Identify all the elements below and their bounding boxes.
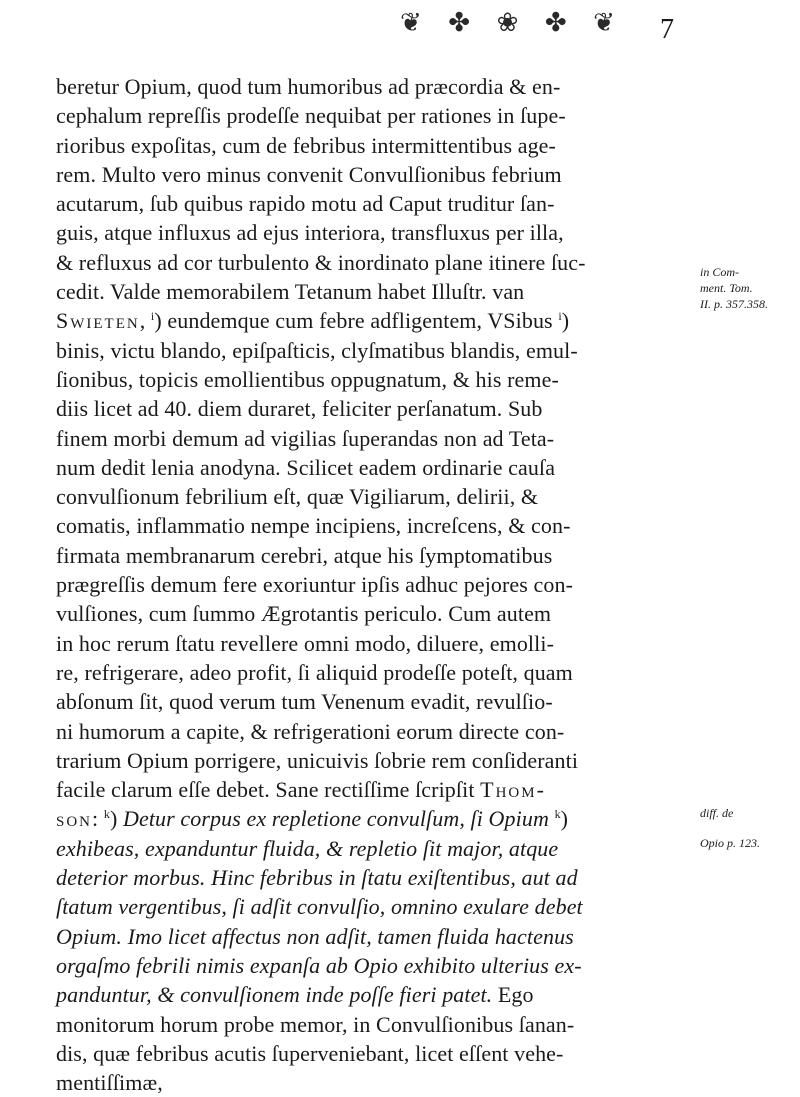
margin-note: Opio p. 123. (700, 836, 760, 850)
text-run: cephalum repreſſis prodeſſe nequibat per rationes in ſupe- (56, 103, 566, 129)
text-line (56, 687, 696, 716)
text-run: beretur Opium, quod tum humoribus ad præcordia & en- (56, 74, 561, 99)
text-line (56, 775, 696, 804)
text-line (56, 599, 696, 628)
text-run: finem morbi demum ad vigilias ſuperandas non ad Teta- (56, 425, 555, 451)
text-line (56, 541, 696, 570)
text-line (56, 1068, 696, 1097)
text-run: mentiſſimæ, (56, 1070, 163, 1096)
text-line (56, 980, 696, 1009)
text-line (56, 1010, 696, 1039)
text-line (56, 101, 696, 130)
text-line (56, 248, 696, 277)
text-run: Swieten (56, 308, 140, 334)
text-line (56, 482, 696, 511)
text-run: in hoc rerum ſtatu revellere omni modo, diluere, emolli- (56, 630, 554, 656)
text-run: monitorum horum probe memor, in Convulſionibus ſanan- (56, 1011, 575, 1037)
footnote-marker: k (103, 807, 110, 822)
text-run: , (139, 308, 151, 334)
text-line (56, 629, 696, 658)
text-run: comatis, inflammatio nempe incipiens, increſcens, & con- (56, 513, 571, 539)
text-line (56, 306, 696, 335)
text-run: binis, victu blando, epiſpaſticis, clyſmatibus blandis, emul- (56, 337, 578, 363)
text-run: firmata membranarum cerebri, atque his ſymptomatibus (56, 542, 553, 568)
text-run: re, refrigerare, adeo profit, ſi aliquid prodeſſe poteſt, quam (56, 659, 573, 685)
text-line (56, 453, 696, 482)
text-line (56, 804, 696, 833)
text-run: Opium. Imo licet affectus non adſit, tamen fluida hactenus (56, 923, 574, 949)
text-run: trarium Opium porrigere, unicuivis ſobrie rem conſideranti (56, 747, 579, 773)
text-run: : (92, 806, 104, 832)
text-line (56, 570, 696, 599)
main-text (56, 72, 696, 1097)
text-run: Thom- (480, 777, 546, 803)
header-ornament: ❦ ✤ ❀ ✤ ❦ (400, 8, 625, 37)
margin-note: diff. de (700, 806, 734, 820)
text-line (56, 834, 696, 863)
text-run: ) (109, 806, 123, 832)
text-run: cedit. Valde memorabilem Tetanum habet Illuſtr. van (56, 279, 525, 305)
text-run: diis licet ad 40. diem duraret, feliciter perſanatum. Sub (56, 396, 543, 422)
margin-note: in Com- (700, 265, 739, 279)
text-line (56, 365, 696, 394)
text-run: guis, atque influxus ad ejus interiora, transfluxus per illa, (56, 220, 564, 246)
text-line (56, 336, 696, 365)
text-line (56, 394, 696, 423)
margin-note: ment. Tom. (700, 281, 753, 295)
text-run: ) (560, 806, 569, 832)
text-run: ni humorum a capite, & refrigerationi eorum directe con- (56, 718, 565, 744)
text-run: rioribus expoſitas, cum de febribus intermittentibus age- (56, 132, 556, 158)
margin-note: II. p. 357.358. (700, 297, 768, 311)
text-line (56, 511, 696, 540)
text-run: acutarum, ſub quibus rapido motu ad Caput truditur ſan- (56, 191, 555, 217)
text-line (56, 131, 696, 160)
text-run: ) eundemque cum febre adfligentem, VSibus (154, 308, 559, 334)
text-line (56, 424, 696, 453)
text-line (56, 160, 696, 189)
text-line (56, 189, 696, 218)
text-run: abſonum ſit, quod verum tum Venenum evadit, revulſio- (56, 689, 553, 715)
text-line (56, 863, 696, 892)
text-line (56, 717, 696, 746)
text-run: panduntur, & convulſionem inde poſſe fieri patet. (56, 982, 493, 1008)
text-run: rem. Multo vero minus convenit Convulſionibus febrium (56, 161, 562, 187)
footnote-marker: i (558, 309, 562, 324)
text-line (56, 1039, 696, 1068)
text-run: ſionibus, topicis emollientibus oppugnatum, & his reme- (56, 366, 559, 392)
page-number: 7 (660, 14, 674, 45)
text-line (56, 892, 696, 921)
text-line (56, 72, 696, 101)
text-line (56, 951, 696, 980)
text-line (56, 277, 696, 306)
text-line (56, 922, 696, 951)
text-line (56, 218, 696, 247)
footnote-marker: k (554, 807, 561, 822)
text-run: son (56, 806, 93, 832)
text-run: & refluxus ad cor turbulento & inordinato plane itinere ſuc- (56, 249, 586, 275)
text-run: facile clarum eſſe debet. Sane rectiſſime ſcripſit (56, 777, 481, 803)
text-run: exhibeas, expanduntur fluida, & repletio ſit major, atque (56, 835, 559, 861)
text-run: Ego (492, 982, 534, 1008)
text-run: Detur corpus ex repletione convulſum, ſi Opium (122, 806, 549, 832)
text-run: prægreſſis demum fere exoriuntur ipſis adhuc pejores con- (56, 572, 574, 598)
footnote-marker: i (150, 309, 155, 324)
text-run: dis, quæ febribus acutis ſuperveniebant, licet eſſent vehe- (56, 1040, 564, 1066)
text-run: vulſiones, cum ſummo Ægrotantis periculo. Cum autem (56, 601, 552, 627)
text-line (56, 746, 696, 775)
text-run: orgaſmo febrili nimis expanſa ab Opio exhibito ulterius ex- (56, 952, 582, 978)
text-run: ſtatum vergentibus, ſi adſit convulſio, omnino exulare debet (56, 894, 583, 920)
text-line (56, 658, 696, 687)
text-run: deterior morbus. Hinc febribus in ſtatu exiſtentibus, aut ad (56, 865, 578, 891)
text-run: num dedit lenia anodyna. Scilicet eadem ordinarie cauſa (56, 454, 556, 480)
text-run: convulſionum febrilium eſt, quæ Vigiliarum, delirii, & (56, 484, 539, 510)
text-run: ) (561, 308, 570, 334)
